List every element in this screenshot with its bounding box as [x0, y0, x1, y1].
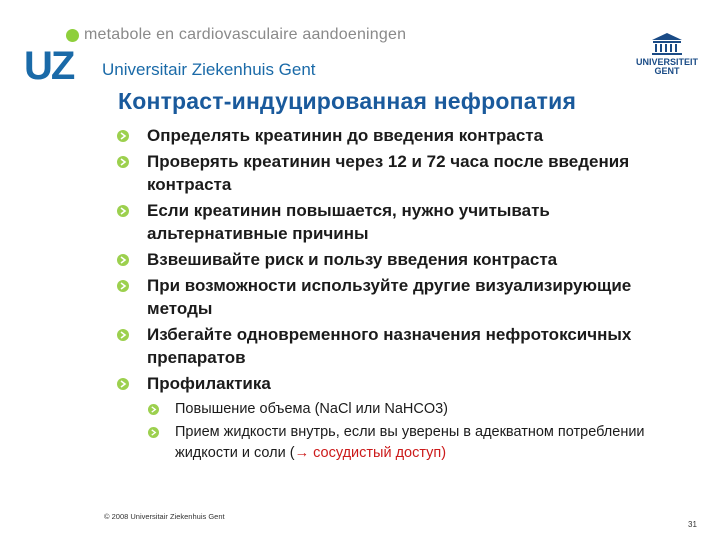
bullet-list [115, 124, 675, 466]
arrow-right-circle-icon [117, 254, 129, 266]
bullet-text: Профилактика [147, 374, 271, 393]
organization-name: Universitair Ziekenhuis Gent [102, 60, 316, 79]
bullet-text: Определять креатинин до введения контраста [147, 126, 544, 145]
bullet-text: При возможности используйте другие визуализирующие методы [147, 276, 632, 318]
sub-bullet-text: Повышение объема (NaCl или NaHCO3) [175, 401, 449, 417]
bullet-item [115, 124, 675, 147]
ugent-badge [632, 32, 702, 77]
bullet-item [115, 199, 675, 245]
badge-line-2: GENT [654, 66, 680, 77]
arrow-right-circle-icon [117, 329, 129, 341]
copyright: © 2008 Universitair Ziekenhuis Gent [104, 512, 225, 521]
sub-bullet-item [115, 399, 675, 420]
arrow-right-circle-icon [117, 156, 129, 168]
bullet-item [115, 150, 675, 196]
bullet-text: Если креатинин повышается, нужно учитывать альтернативные причины [147, 201, 550, 243]
badge-line-1: UNIVERSITEIT [635, 57, 698, 67]
bullet-text: Избегайте одновременного назначения нефротоксичных препаратов [147, 325, 632, 367]
sub-bullet-item [115, 422, 675, 464]
arrow-right-circle-icon [148, 427, 159, 438]
bullet-item [115, 248, 675, 271]
sub-bullet-text: Прием жидкости внутрь, если вы уверены в адекватном потреблении жидкости и соли ( [175, 424, 645, 461]
arrow-right-circle-icon [117, 378, 129, 390]
green-dot-icon [66, 29, 79, 42]
arrow-right-circle-icon [117, 130, 129, 142]
slide-title: Контраст-индуцированная нефропатия [118, 88, 577, 114]
bullet-item [115, 372, 675, 395]
arrow-right-circle-icon [117, 205, 129, 217]
bullet-text: Взвешивайте риск и пользу введения контраста [147, 250, 558, 269]
arrow-right-circle-icon [148, 404, 159, 415]
arrow-right-circle-icon [117, 280, 129, 292]
university-building-icon [650, 32, 684, 56]
bullet-item [115, 274, 675, 320]
uz-logo: UZ [24, 44, 74, 88]
vascular-access-highlight: → сосудистый доступ) [294, 445, 447, 461]
bullet-item [115, 323, 675, 369]
page-number: 31 [688, 520, 697, 529]
sub-bullet-list [115, 399, 675, 464]
department-label: metabole en cardiovasculaire aandoeningen [84, 26, 407, 43]
bullet-text: Проверять креатинин через 12 и 72 часа после введения контраста [147, 152, 630, 194]
